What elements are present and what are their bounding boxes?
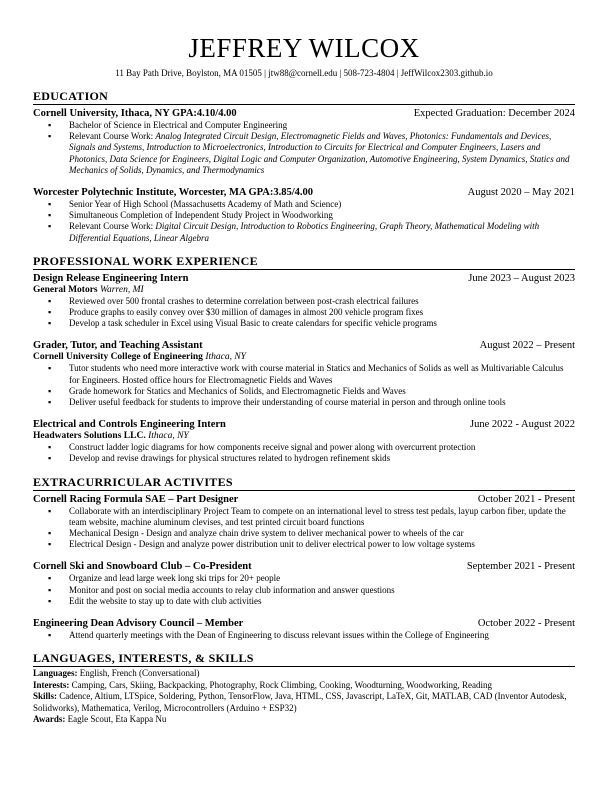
list-item: ▪ Relevant Course Work: Analog Integrated Circuit Design, Electromagnetic Fields and Waves, Photonics: Fundamentals and Devices, Signals and Systems, Introduction to Microelectronics, Introduction to Circuits for Electrical and Computer Engineers, Lasers and Photonics, Data Science for Engineers, Digital Logic and Computer Organization, Automotive Engineering, System Dynamics, Statics and Mechanics of Solids, Dynamics, and Thermodynamics: [69, 131, 575, 176]
job-title: Electrical and Controls Engineering Intern: [33, 419, 226, 431]
list-item: ▪ Tutor students who need more interactive work with course material in Statics and Mechanics of Solids as well as Multivariable Calculus for Engineers. Hosted office hours for Electromagnetic Fields and Waves: [69, 363, 575, 385]
list-item: ▪ Relevant Course Work: Digital Circuit Design, Introduction to Robotics Engineering, Graph Theory, Mathematical Modeling with Differential Equations, Linear Algebra: [69, 221, 575, 243]
list-item: ▪ Deliver useful feedback for students to improve their understanding of course material in person and through online tools: [69, 397, 575, 408]
section-divider: [33, 269, 575, 270]
awards-line: Awards: Eagle Scout, Eta Kappa Nu: [33, 714, 167, 725]
entry-date: August 2022 – Present: [479, 340, 575, 352]
list-item: ▪ Reviewed over 500 frontal crashes to determine correlation between post-crash electrical failures: [69, 296, 575, 307]
list-item: ▪ Organize and lead large week long ski trips for 20+ people: [69, 573, 575, 584]
section-divider: [33, 666, 575, 667]
resume-name: JEFFREY WILCOX: [188, 33, 420, 63]
experience-entry: [33, 340, 575, 408]
list-item: ▪ Grade homework for Statics and Mechanics of Solids, and Electromagnetic Fields and Waves: [69, 386, 575, 397]
employer: General Motors Warren, MI: [33, 284, 144, 295]
skills-line: Skills: Cadence, Altium, LTSpice, Soldering, Python, TensorFlow, Java, HTML, CSS, Javascript, LaTeX, Git, MATLAB, CAD (Inventor Autodesk, Solidworks), Mathematica, Verilog, Microcontrollers (Arduino + ESP32): [33, 691, 567, 713]
entry-date: Expected Graduation: December 2024: [413, 108, 575, 119]
activity-title: Cornell Racing Formula SAE – Part Designer: [33, 493, 239, 505]
languages-line: Languages: English, French (Conversational): [33, 668, 200, 679]
list-item: ▪ Monitor and post on social media accounts to relay club information and answer questions: [69, 585, 575, 596]
education-heading: EDUCATION: [33, 89, 109, 103]
activity-title: Engineering Dean Advisory Council – Member: [33, 618, 244, 630]
activity-entry: [33, 618, 575, 641]
entry-date: October 2021 - Present: [477, 493, 575, 505]
experience-entry: [33, 273, 575, 330]
entry-date: June 2022 - August 2022: [470, 419, 575, 431]
entry-date: September 2021 - Present: [466, 561, 575, 573]
education-entry: [33, 108, 575, 176]
activity-entry: [33, 561, 575, 607]
skills-list: [33, 668, 575, 726]
experience-section: [33, 254, 575, 465]
entry-date: June 2023 – August 2023: [468, 272, 575, 284]
list-item: ▪ Edit the website to stay up to date with club activities: [69, 596, 575, 607]
activity-title: Cornell Ski and Snowboard Club – Co-President: [33, 561, 252, 573]
list-item: ▪ Develop and revise drawings for physical structures related to hydrogen refinement skids: [69, 453, 575, 464]
interests-line: Interests: Camping, Cars, Skiing, Backpacking, Photography, Rock Climbing, Cooking, Woodturning, Woodworking, Reading: [33, 679, 492, 690]
education-section: [33, 89, 575, 244]
experience-heading: PROFESSIONAL WORK EXPERIENCE: [33, 253, 258, 268]
job-title: Design Release Engineering Intern: [33, 272, 189, 284]
list-item: ▪ Electrical Design - Design and analyze power distribution unit to deliver electrical power to low voltage systems: [69, 539, 575, 550]
list-item: ▪ Produce graphs to easily convey over $30 million of damages in almost 200 vehicle program fixes: [69, 307, 575, 318]
list-item: ▪ Attend quarterly meetings with the Dean of Engineering to discuss relevant issues within the College of Engineering: [69, 630, 575, 641]
experience-entry: [33, 419, 575, 464]
job-title: Grader, Tutor, and Teaching Assistant: [33, 340, 203, 352]
contact-line: 11 Bay Path Drive, Boylston, MA 01505 | jtw88@cornell.edu | 508-723-4804 | JeffWilcox2303.github.io: [115, 68, 493, 78]
list-item: ▪ Bachelor of Science in Electrical and Computer Engineering: [69, 120, 575, 131]
list-item: ▪ Mechanical Design - Design and analyze chain drive system to deliver mechanical power to wheels of the car: [69, 528, 575, 539]
list-item: ▪ Develop a task scheduler in Excel using Visual Basic to create calendars for specific vehicle programs: [69, 318, 575, 329]
section-divider: [33, 490, 575, 491]
section-divider: [33, 104, 575, 105]
list-item: ▪ Construct ladder logic diagrams for how components receive signal and power along with overcurrent protection: [69, 442, 575, 453]
extracurricular-section: [33, 475, 575, 642]
skills-section: [33, 651, 575, 726]
education-entry: [33, 187, 575, 244]
list-item: ▪ Simultaneous Completion of Independent Study Project in Woodworking: [69, 210, 575, 221]
activity-entry: [33, 494, 575, 551]
employer: Headwaters Solutions LLC. Ithaca, NY: [33, 431, 189, 442]
skills-heading: LANGUAGES, INTERESTS, & SKILLS: [33, 651, 254, 666]
employer: Cornell University College of Engineering Ithaca, NY: [33, 352, 246, 363]
list-item: ▪ Senior Year of High School (Massachusetts Academy of Math and Science): [69, 199, 575, 210]
entry-date: October 2022 - Present: [477, 618, 575, 630]
school-name: Cornell University, Ithaca, NY GPA:4.10/4.00: [33, 108, 237, 119]
entry-date: August 2020 – May 2021: [467, 187, 575, 199]
list-item: ▪ Collaborate with an interdisciplinary Project Team to compete on an international level to stress test pedals, layup carbon fiber, update the team website, machine aluminum clevises, and test printed circuit board functions: [69, 506, 575, 528]
school-name: Worcester Polytechnic Institute, Worcester, MA GPA:3.85/4.00: [33, 187, 314, 199]
extracurricular-heading: EXTRACURRICULAR ACTIVITES: [33, 474, 233, 489]
